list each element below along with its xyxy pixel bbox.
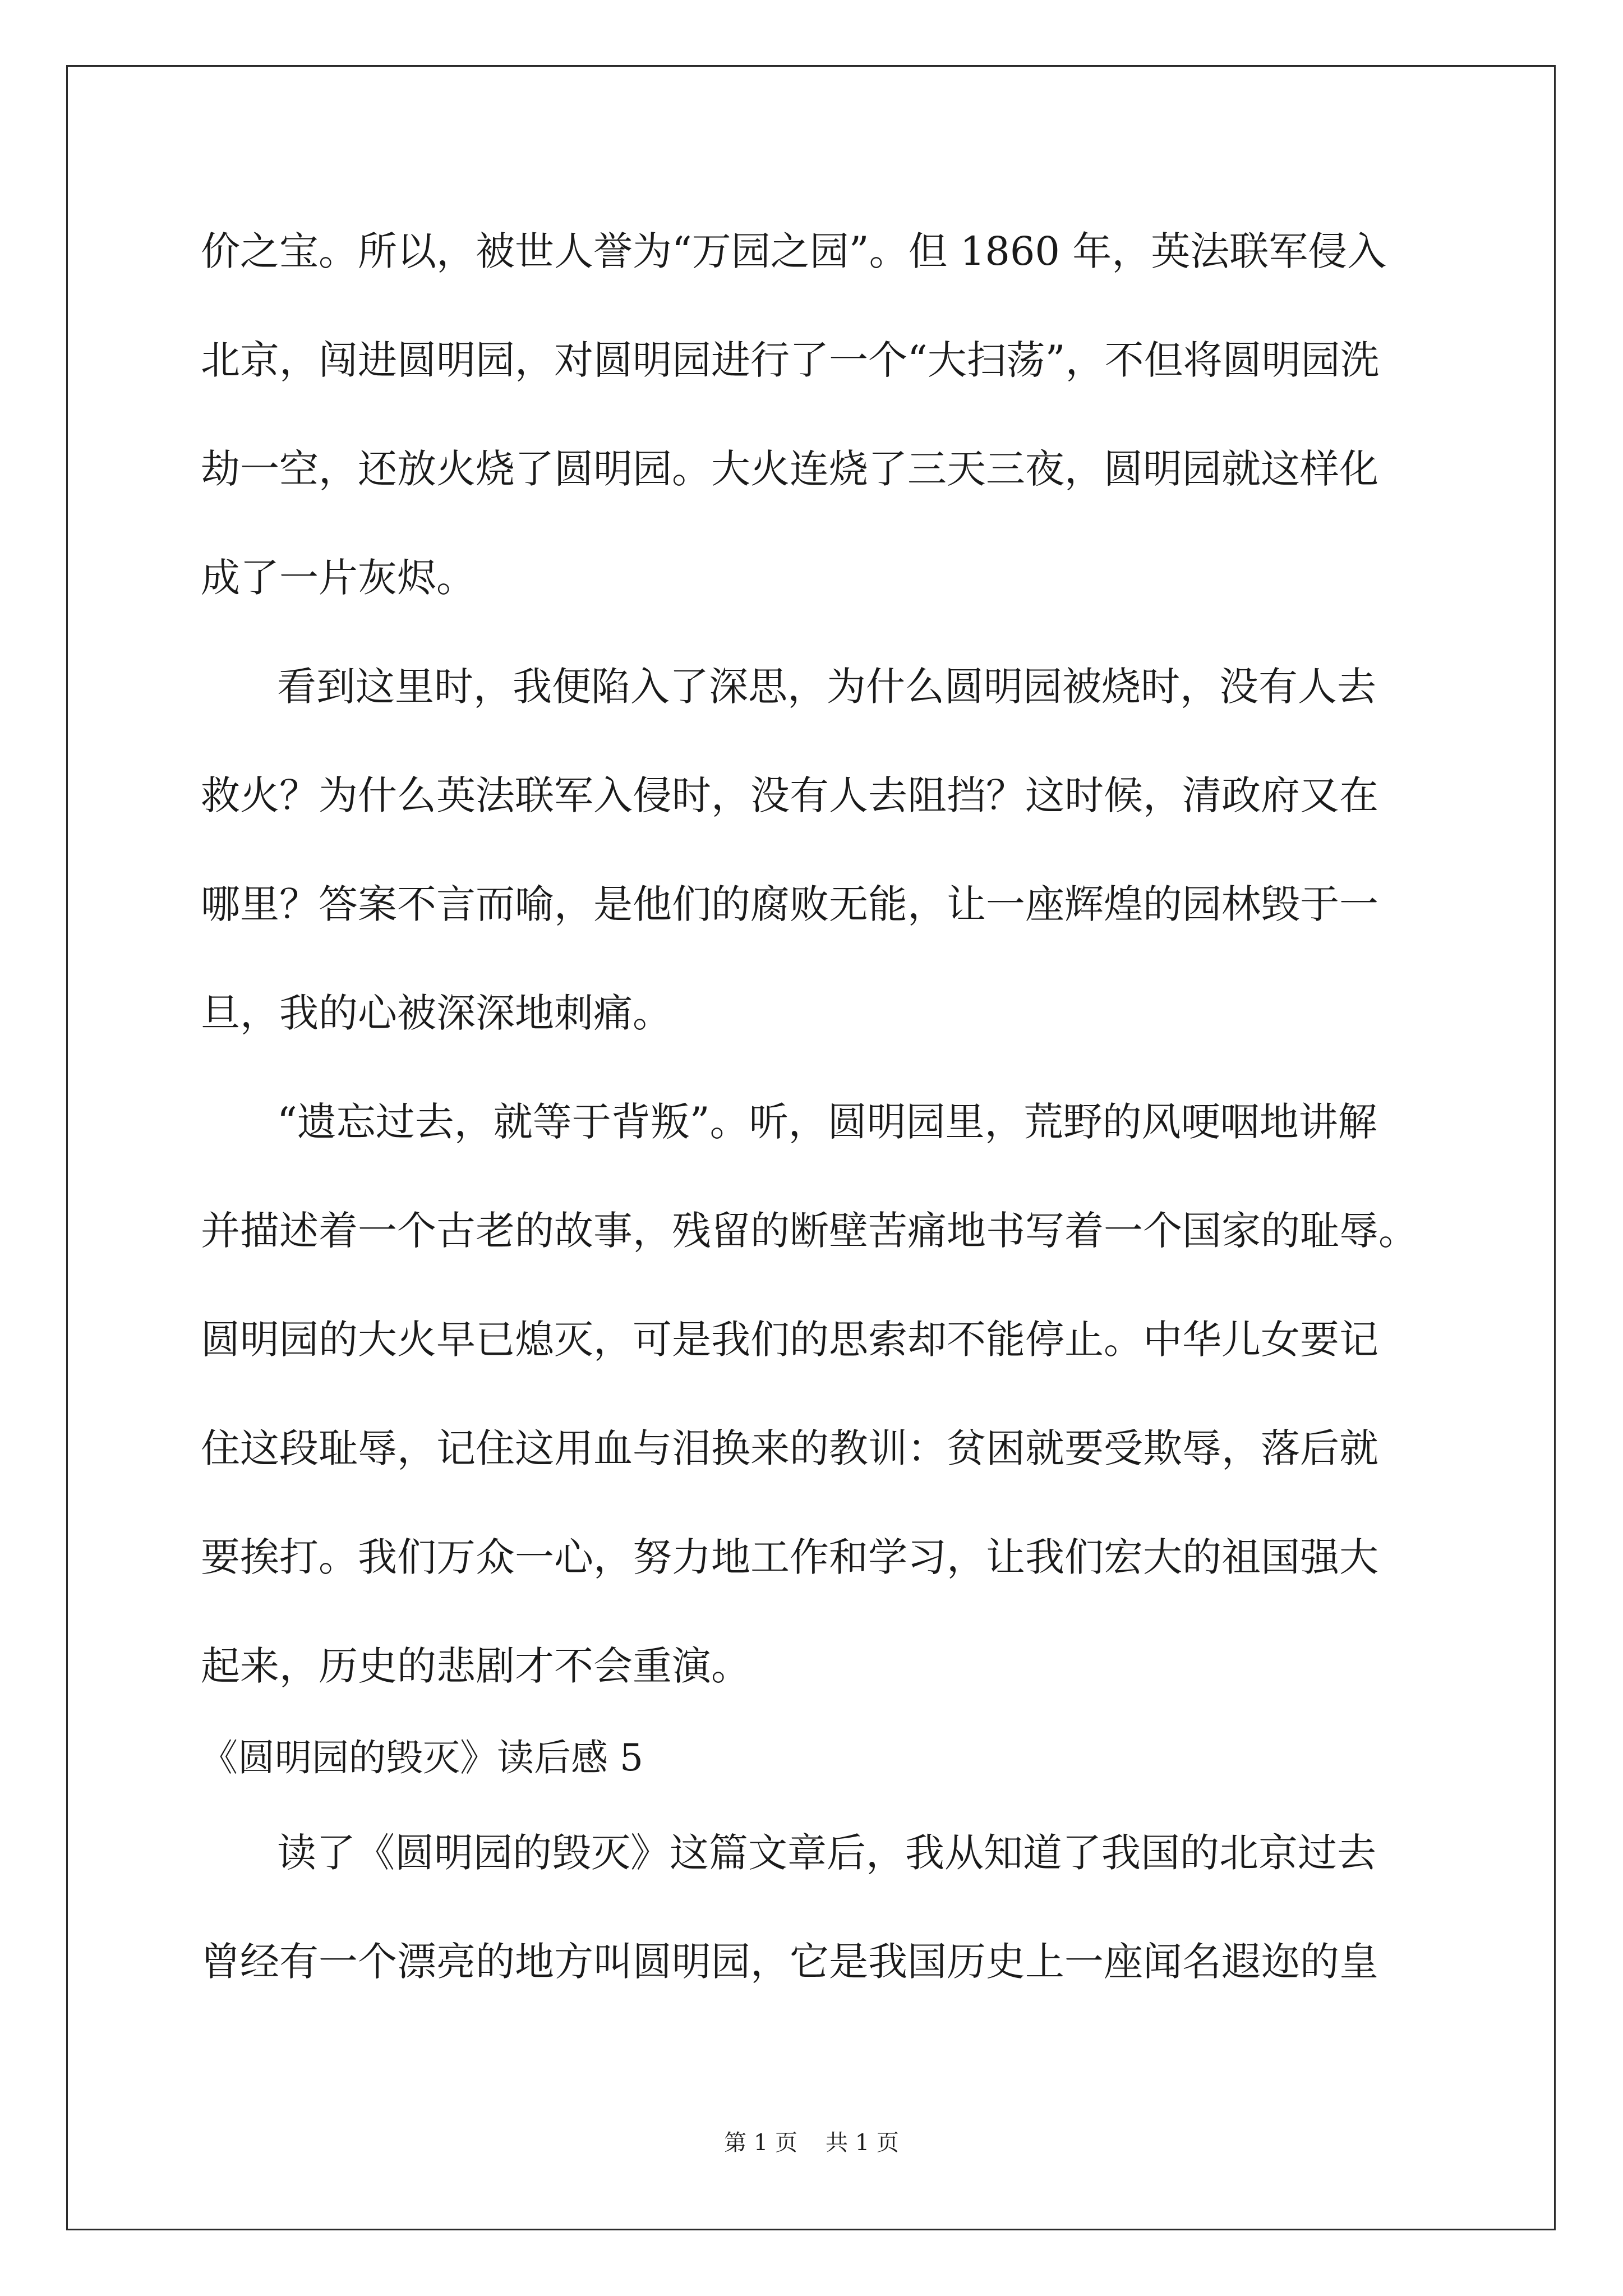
paragraph-line: 看到这里时，我便陷入了深思，为什么圆明园被烧时，没有人去 (277, 664, 1376, 710)
paragraph-line: 北京，闯进圆明园，对圆明园进行了一个“大扫荡”，不但将圆明园洗 (201, 337, 1380, 383)
paragraph-line: 哪里？答案不言而喻，是他们的腐败无能，让一座辉煌的园林毁于一 (201, 881, 1378, 927)
page-number-current: 第 1 页 (724, 2130, 797, 2156)
page-number-total: 共 1 页 (826, 2130, 899, 2156)
paragraph-line: “遗忘过去，就等于背叛”。听，圆明园里，荒野的风哽咽地讲解 (277, 1099, 1377, 1145)
paragraph-line: 劫一空，还放火烧了圆明园。大火连烧了三天三夜，圆明园就这样化 (201, 446, 1378, 492)
paragraph-line: 圆明园的大火早已熄灭，可是我们的思索却不能停止。中华儿女要记 (201, 1317, 1378, 1363)
paragraph-line: 住这段耻辱，记住这用血与泪换来的教训：贫困就要受欺辱，落后就 (201, 1425, 1378, 1471)
paragraph-line: 读了《圆明园的毁灭》这篇文章后，我从知道了我国的北京过去 (277, 1830, 1376, 1876)
paragraph-line: 并描述着一个古老的故事，残留的断壁苦痛地书写着一个国家的耻辱。 (201, 1208, 1418, 1254)
page-footer (0, 2126, 1623, 2160)
paragraph-line: 曾经有一个漂亮的地方叫圆明园，它是我国历史上一座闻名遐迩的皇 (201, 1939, 1378, 1985)
paragraph-line: 价之宝。所以，被世人誉为“万园之园”。但 1860 年，英法联军侵入 (201, 228, 1387, 274)
paragraph-line: 要挨打。我们万众一心，努力地工作和学习，让我们宏大的祖国强大 (201, 1534, 1378, 1580)
paragraph-line: 旦，我的心被深深地刺痛。 (201, 990, 672, 1036)
section-heading: 《圆明园的毁灭》读后感 5 (201, 1736, 643, 1779)
paragraph-line: 救火？为什么英法联军入侵时，没有人去阻挡？这时候，清政府又在 (201, 772, 1378, 818)
paragraph-line: 成了一片灰烬。 (201, 555, 476, 601)
paragraph-line: 起来，历史的悲剧才不会重演。 (201, 1643, 750, 1689)
